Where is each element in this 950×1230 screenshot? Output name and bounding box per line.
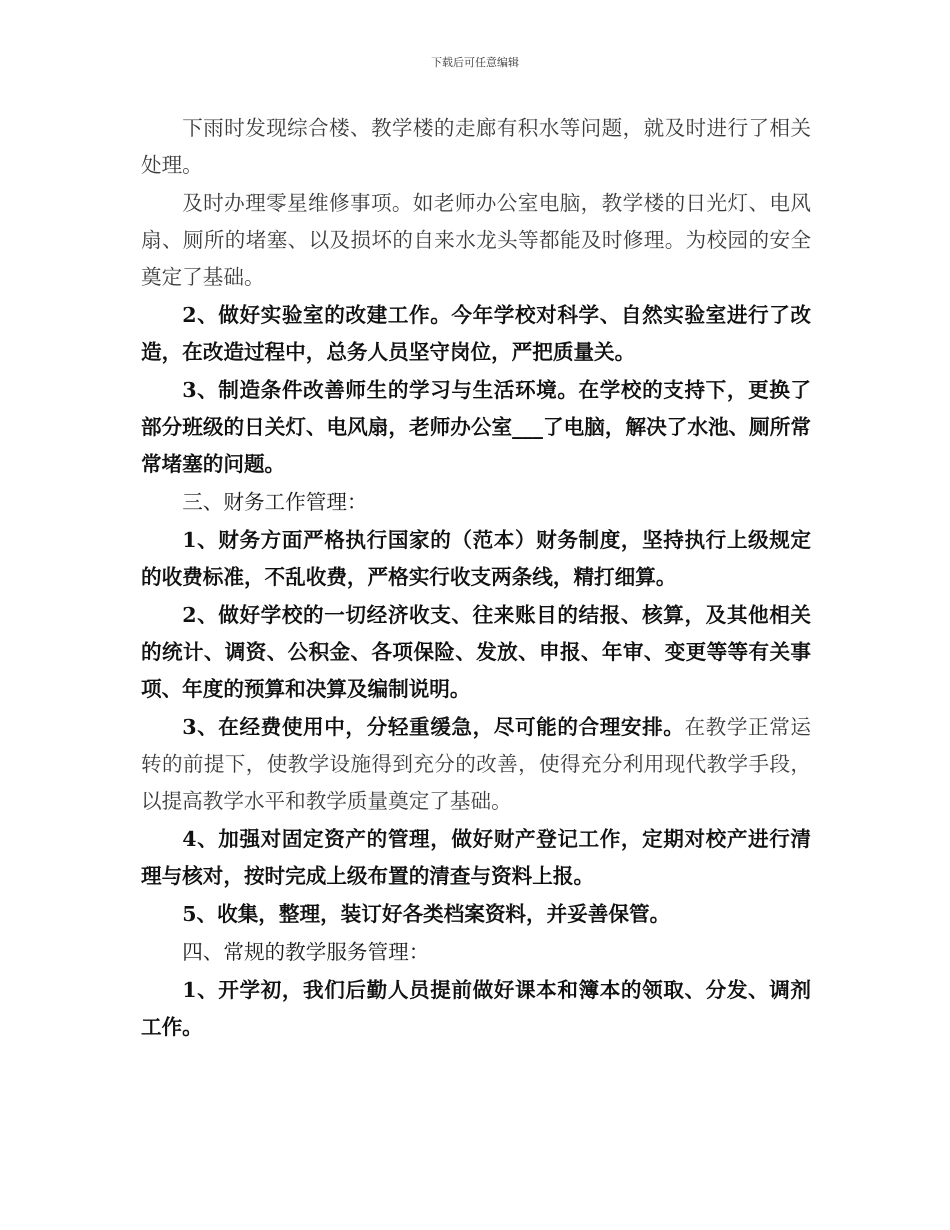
paragraph-environment-improvement: 3、制造条件改善师生的学习与生活环境。在学校的支持下，更换了部分班级的日关灯、电风扇，老师办公室___了电脑，解决了水池、厕所常常堵塞的问题。 (141, 378, 811, 476)
section-heading-finance: 三、财务工作管理： (182, 490, 368, 514)
paragraph-finance-system: 1、财务方面严格执行国家的（范本）财务制度，坚持执行上级规定的收费标准，不乱收费，严格实行收支两条线，精打细算。 (141, 528, 811, 589)
paragraph-fixed-assets: 4、加强对固定资产的管理，做好财产登记工作，定期对校产进行清理与核对，按时完成上级布置的清查与资料上报。 (141, 827, 811, 888)
header-note: 下载后可任意编辑 (431, 56, 519, 69)
section-heading-teaching-service: 四、常规的教学服务管理： (182, 940, 430, 964)
funding-usage-light: 在教学正常运转的前提下，使教学设施得到充分的改善，使得充分利用现代教学手段，以提高教学水平和教学质量奠定了基础。 (141, 715, 812, 813)
document-body (141, 110, 811, 1047)
paragraph-funding-usage (141, 709, 811, 820)
paragraph-lab-renovation: 2、做好实验室的改建工作。今年学校对科学、自然实验室进行了改造，在改造过程中，总务人员坚守岗位，严把质量关。 (141, 303, 811, 364)
funding-usage-bold: 3、在经费使用中，分轻重缓急，尽可能的合理安排。 (182, 715, 685, 739)
paragraph-minor-repairs: 及时办理零星维修事项。如老师办公室电脑，教学楼的日光灯、电风扇、厕所的堵塞、以及损坏的自来水龙头等都能及时修理。为校园的安全奠定了基础。 (141, 191, 811, 289)
paragraph-accounts: 2、做好学校的一切经济收支、往来账目的结报、核算，及其他相关的统计、调资、公积金、各项保险、发放、申报、年审、变更等等有关事项、年度的预算和决算及编制说明。 (141, 603, 811, 701)
paragraph-corridor-water: 下雨时发现综合楼、教学楼的走廊有积水等问题，就及时进行了相关处理。 (141, 116, 811, 177)
paragraph-archives: 5、收集，整理，装订好各类档案资料，并妥善保管。 (182, 902, 671, 926)
paragraph-textbooks: 1、开学初，我们后勤人员提前做好课本和簿本的领取、分发、调剂工作。 (141, 978, 811, 1039)
